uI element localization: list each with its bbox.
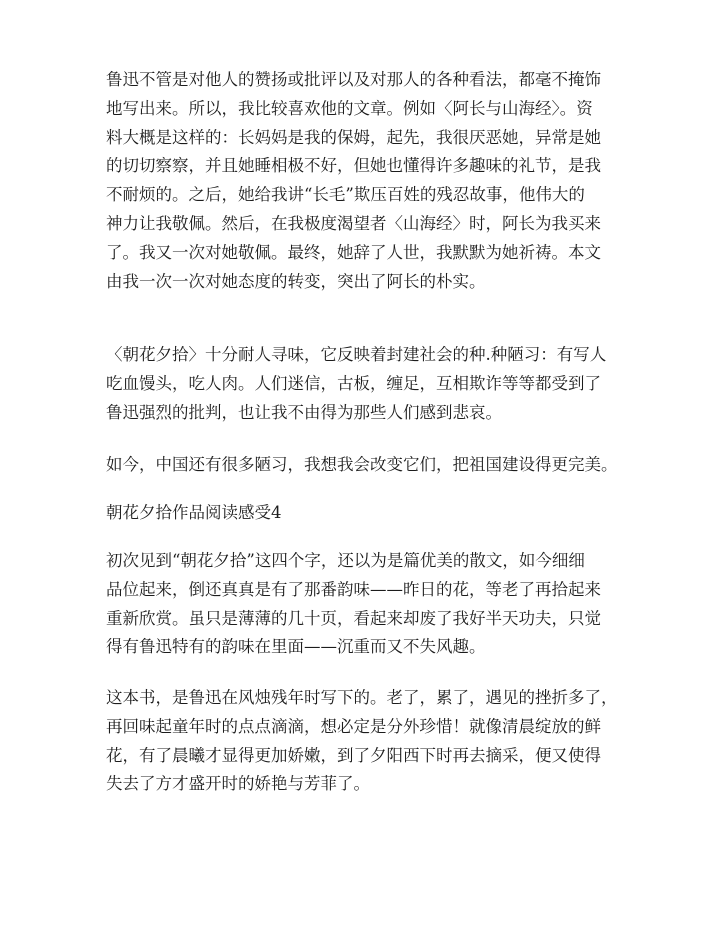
text-line: 重新欣赏。虽只是薄薄的几十页，看起来却废了我好半天功夫，只觉 xyxy=(106,608,601,628)
text-line: 鲁迅不管是对他人的赞扬或批评以及对那人的各种看法，都毫不掩饰 xyxy=(106,70,601,89)
text-line: 品位起来，倒还真真是有了那番韵味——昨日的花，等老了再拾起来 xyxy=(106,579,601,599)
paragraph-5 xyxy=(106,684,666,799)
heading-line: 朝花夕拾作品阅读感受4 xyxy=(106,503,282,522)
text-line: 失去了方才盛开时的娇艳与芳菲了。 xyxy=(106,774,370,794)
text-line: 〈朝花夕拾〉十分耐人寻味，它反映着封建社会的种.种陋习：有写人 xyxy=(106,345,607,364)
paragraph-1 xyxy=(106,66,666,296)
text-line: 鲁迅强烈的批判，也让我不由得为那些人们感到悲哀。 xyxy=(106,402,502,422)
text-line: 了。我又一次对她敬佩。最终，她辞了人世，我默默为她祈祷。本文 xyxy=(106,242,601,262)
text-line: 初次见到“朝花夕拾”这四个字，还以为是篇优美的散文，如今细细 xyxy=(106,551,585,570)
section-heading xyxy=(106,499,666,528)
text-line: 由我一次一次对她态度的转变，突出了阿长的朴实。 xyxy=(106,271,486,291)
text-line: 得有鲁迅特有的韵味在里面——沉重而又不失风趣。 xyxy=(106,637,486,657)
text-line: 这本书，是鲁迅在风烛残年时写下的。老了，累了，遇见的挫折多了， xyxy=(106,688,618,707)
text-line: 吃血馒头，吃人肉。人们迷信，古板，缠足，互相欺诈等等都受到了 xyxy=(106,373,601,393)
paragraph-2 xyxy=(106,341,666,427)
text-line: 神力让我敬佩。然后，在我极度渴望者〈山海经〉时，阿长为我买来 xyxy=(106,213,601,233)
text-line: 的切切察察，并且她睡相极不好，但她也懂得许多趣味的礼节，是我 xyxy=(106,156,601,176)
text-line: 料大概是这样的：长妈妈是我的保姆，起先，我很厌恶她，异常是她 xyxy=(106,127,601,147)
text-line: 如今，中国还有很多陋习，我想我会改变它们，把祖国建设得更完美。 xyxy=(106,455,618,474)
text-line: 花，有了晨曦才显得更加娇嫩，到了夕阳西下时再去摘采，便又使得 xyxy=(106,745,601,765)
paragraph-3 xyxy=(106,451,666,480)
text-line: 不耐烦的。之后，她给我讲“长毛”欺压百姓的残忍故事，他伟大的 xyxy=(106,185,585,205)
text-line: 再回味起童年时的点点滴滴，想必定是分外珍惜！就像清晨绽放的鲜 xyxy=(106,716,601,736)
paragraph-4 xyxy=(106,547,666,662)
text-line: 地写出来。所以，我比较喜欢他的文章。例如〈阿长与山海经〉。资 xyxy=(106,98,593,118)
